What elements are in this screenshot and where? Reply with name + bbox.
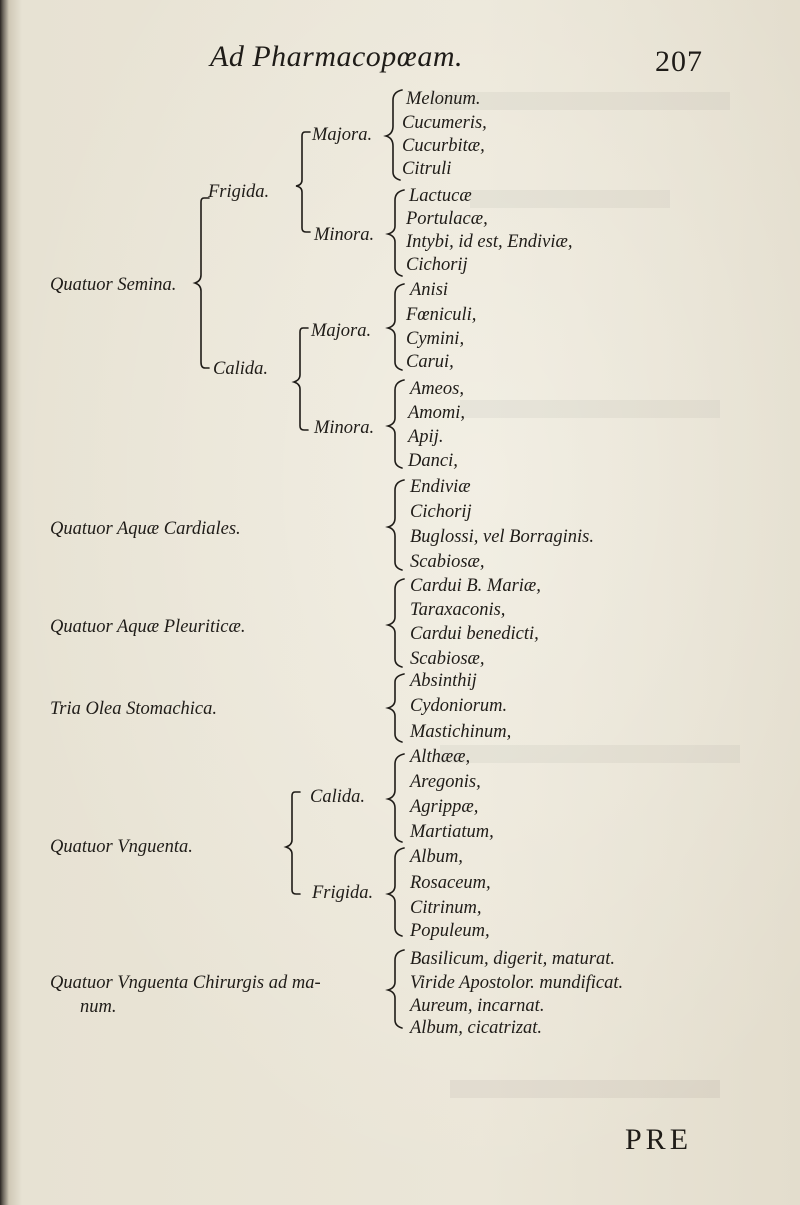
unguent-item: Citrinum, [410,898,482,918]
chirurgis-brace [386,948,406,1034]
surgical-unguent-item: Album, cicatrizat. [410,1018,543,1038]
seed-item: Anisi [410,280,449,300]
seed-item: Portulacæ, [406,209,488,229]
surgical-unguent-item: Viride Apostolor. mundificat. [410,973,624,993]
running-title: Ad Pharmacopœam. [210,40,463,73]
seed-item: Lactucæ [409,186,472,206]
frigida-majora-brace [384,88,404,184]
water-item: Scabiosæ, [410,552,485,572]
cardiales-brace [386,478,406,576]
oil-item: Mastichinum, [410,722,512,742]
seed-item: Carui, [406,352,454,372]
oil-item: Absinthij [410,671,477,691]
unguent-item: Populeum, [410,921,490,941]
unguenta-calida-brace [386,752,406,846]
unguenta-frigida-brace [386,846,406,942]
semina-calida-label: Calida. [213,359,268,379]
unguent-item: Agrippæ, [410,797,479,817]
semina-label: Quatuor Semina. [50,275,177,295]
catchword: PRE [625,1123,693,1156]
oil-item: Cydoniorum. [410,696,508,716]
seed-item: Cymini, [406,329,465,349]
seed-item: Melonum. [406,89,481,109]
unguent-item: Aregonis, [410,772,481,792]
seed-item: Cichorij [406,255,468,275]
calida-minora-brace [386,378,406,474]
pleuriticae-brace [386,577,406,673]
seed-item: Citruli [402,159,452,179]
olea-brace [386,672,406,746]
unguenta-calida-label: Calida. [310,787,365,807]
seed-item: Danci, [408,451,458,471]
unguent-item: Althææ, [410,747,471,767]
surgical-unguent-item: Aureum, incarnat. [410,996,545,1016]
aquae-pleuriticae-label: Quatuor Aquæ Pleuriticæ. [50,617,246,637]
page-number: 207 [655,45,703,78]
aquae-cardiales-label: Quatuor Aquæ Cardiales. [50,519,241,539]
seed-item: Apij. [408,427,444,447]
frigida-majora-label: Majora. [312,125,373,145]
seed-item: Cucurbitæ, [402,136,485,156]
semina-frigida-label: Frigida. [208,182,270,202]
seed-item: Amomi, [408,403,466,423]
seed-item: Intybi, id est, Endiviæ, [406,232,573,252]
unguenta-label: Quatuor Vnguenta. [50,837,193,857]
unguenta-brace [286,786,306,902]
olea-label: Tria Olea Stomachica. [50,699,218,719]
unguent-item: Album, [410,847,463,867]
frigida-minora-label: Minora. [314,225,375,245]
water-item: Buglossi, vel Borraginis. [410,527,594,547]
unguent-item: Martiatum, [410,822,494,842]
surgical-unguent-item: Basilicum, digerit, maturat. [410,949,616,969]
water-item: Cichorij [410,502,472,522]
water-item: Endiviæ [410,477,471,497]
water-item: Cardui B. Mariæ, [410,576,541,596]
semina-brace [195,190,215,380]
unguenta-chirurgis-label-line1: Quatuor Vnguenta Chirurgis ad ma- [50,973,321,993]
water-item: Scabiosæ, [410,649,485,669]
unguenta-chirurgis-label-line2: num. [80,997,117,1017]
calida-majora-brace [386,282,406,374]
calida-minora-label: Minora. [314,418,375,438]
calida-majora-label: Majora. [311,321,372,341]
water-item: Cardui benedicti, [410,624,539,644]
unguenta-frigida-label: Frigida. [312,883,374,903]
frigida-minora-brace [386,188,406,280]
water-item: Taraxaconis, [410,600,506,620]
seed-item: Fœniculi, [406,305,477,325]
seed-item: Ameos, [410,379,464,399]
seed-item: Cucumeris, [402,113,487,133]
unguent-item: Rosaceum, [410,873,491,893]
